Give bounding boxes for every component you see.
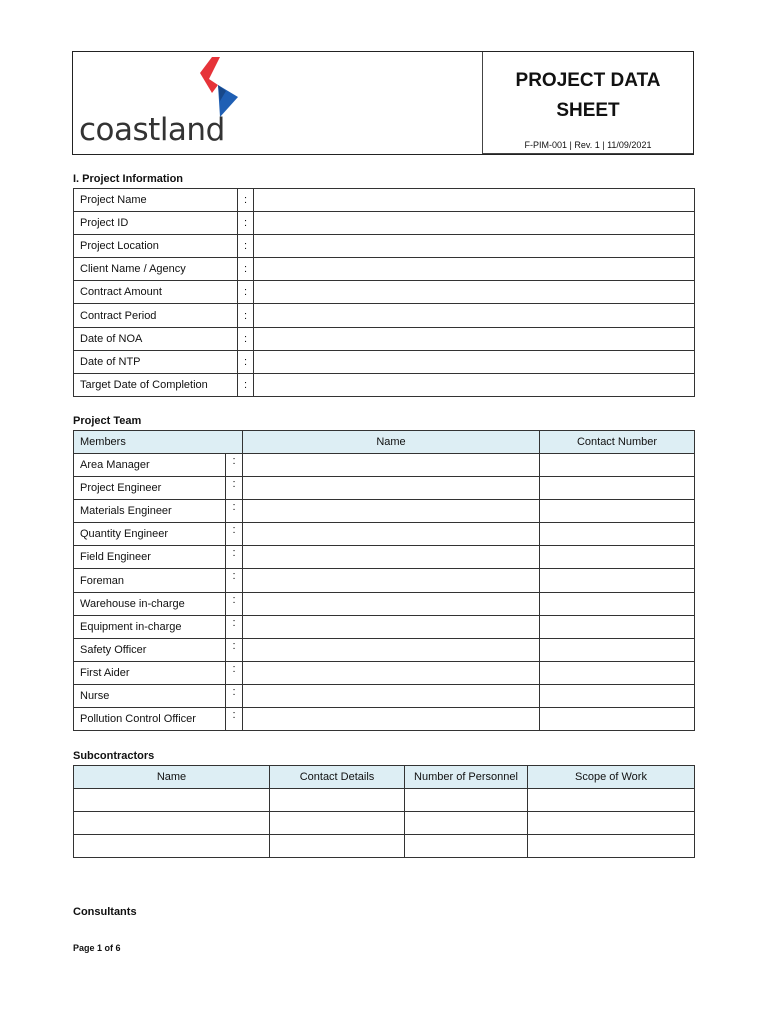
consultants-heading: Consultants [73,906,137,918]
member-contact-input[interactable] [540,569,695,592]
sub-contact-input[interactable] [270,789,405,812]
member-name-input[interactable] [243,638,540,661]
team-row [74,615,695,638]
team-row [74,546,695,569]
member-role: Materials Engineer [74,500,226,523]
team-row [74,454,695,477]
field-label: Project ID [74,212,238,235]
sub-scope-input[interactable] [528,835,695,858]
member-separator: : [226,477,243,500]
team-row [74,708,695,731]
field-label: Project Name [74,189,238,212]
info-row [74,258,695,281]
info-row [74,281,695,304]
member-contact-input[interactable] [540,708,695,731]
member-role: Field Engineer [74,546,226,569]
member-name-input[interactable] [243,454,540,477]
project-team-heading: Project Team [73,415,142,427]
field-label: Project Location [74,235,238,258]
member-contact-input[interactable] [540,500,695,523]
field-separator: : [238,304,254,327]
member-role: First Aider [74,661,226,684]
member-contact-input[interactable] [540,684,695,707]
member-separator: : [226,615,243,638]
subcontractors-heading: Subcontractors [73,750,155,762]
info-row [74,373,695,396]
contact-column-header: Contact Number [540,431,695,454]
member-contact-input[interactable] [540,523,695,546]
member-separator: : [226,592,243,615]
team-row [74,661,695,684]
sub-scope-input[interactable] [528,812,695,835]
member-contact-input[interactable] [540,546,695,569]
field-value-input[interactable] [254,373,695,396]
field-value-input[interactable] [254,212,695,235]
member-contact-input[interactable] [540,615,695,638]
field-label: Contract Period [74,304,238,327]
member-separator: : [226,523,243,546]
title-area [483,52,693,154]
field-separator: : [238,235,254,258]
member-name-input[interactable] [243,546,540,569]
doc-code-divider [483,153,693,154]
team-row [74,592,695,615]
subcontractor-row [74,835,695,858]
member-contact-input[interactable] [540,661,695,684]
member-separator: : [226,546,243,569]
member-contact-input[interactable] [540,592,695,615]
field-separator: : [238,281,254,304]
team-row [74,569,695,592]
logo-wordmark: coastland [79,112,225,148]
info-row [74,212,695,235]
page-number: Page 1 of 6 [73,943,121,953]
member-separator: : [226,684,243,707]
document-header [72,51,694,155]
logo-area [73,52,483,154]
team-row [74,523,695,546]
field-value-input[interactable] [254,235,695,258]
member-role: Area Manager [74,454,226,477]
member-name-input[interactable] [243,500,540,523]
member-name-input[interactable] [243,477,540,500]
sub-name-input[interactable] [74,812,270,835]
sub-contact-input[interactable] [270,835,405,858]
document-code: F-PIM-001 | Rev. 1 | 11/09/2021 [524,140,652,150]
sub-personnel-input[interactable] [405,812,528,835]
field-value-input[interactable] [254,304,695,327]
info-row [74,235,695,258]
member-separator: : [226,500,243,523]
field-separator: : [238,212,254,235]
name-column-header: Name [243,431,540,454]
member-separator: : [226,638,243,661]
sub-name-column-header: Name [74,766,270,789]
field-value-input[interactable] [254,350,695,373]
sub-personnel-input[interactable] [405,789,528,812]
info-row [74,189,695,212]
subcontractor-row [74,812,695,835]
sub-personnel-input[interactable] [405,835,528,858]
member-separator: : [226,454,243,477]
member-name-input[interactable] [243,523,540,546]
sub-name-input[interactable] [74,835,270,858]
info-row [74,304,695,327]
field-label: Date of NOA [74,327,238,350]
sub-contact-input[interactable] [270,812,405,835]
member-role: Warehouse in-charge [74,592,226,615]
field-separator: : [238,350,254,373]
member-role: Quantity Engineer [74,523,226,546]
field-separator: : [238,373,254,396]
team-row [74,638,695,661]
field-separator: : [238,327,254,350]
member-contact-input[interactable] [540,638,695,661]
member-separator: : [226,661,243,684]
sub-name-input[interactable] [74,789,270,812]
field-value-input[interactable] [254,281,695,304]
member-separator: : [226,708,243,731]
field-value-input[interactable] [254,189,695,212]
field-separator: : [238,189,254,212]
field-separator: : [238,258,254,281]
member-role: Foreman [74,569,226,592]
subcontractors-table [73,765,695,858]
subcontractor-row [74,789,695,812]
team-row [74,684,695,707]
project-team-table [73,430,695,731]
sub-scope-input[interactable] [528,789,695,812]
info-row [74,350,695,373]
member-name-input[interactable] [243,569,540,592]
members-column-header: Members [74,431,243,454]
field-label: Date of NTP [74,350,238,373]
team-row [74,477,695,500]
member-name-input[interactable] [243,684,540,707]
field-value-input[interactable] [254,258,695,281]
member-name-input[interactable] [243,708,540,731]
project-info-table [73,188,695,397]
member-role: Safety Officer [74,638,226,661]
member-name-input[interactable] [243,661,540,684]
sub-contact-column-header: Contact Details [270,766,405,789]
member-contact-input[interactable] [540,454,695,477]
member-role: Pollution Control Officer [74,708,226,731]
document-title: PROJECT DATA SHEET [515,70,661,121]
field-value-input[interactable] [254,327,695,350]
member-role: Equipment in-charge [74,615,226,638]
project-info-heading: I. Project Information [73,173,184,185]
team-row [74,500,695,523]
info-row [74,327,695,350]
member-role: Nurse [74,684,226,707]
member-name-input[interactable] [243,615,540,638]
field-label: Contract Amount [74,281,238,304]
sub-personnel-column-header: Number of Personnel [405,766,528,789]
field-label: Client Name / Agency [74,258,238,281]
member-role: Project Engineer [74,477,226,500]
sub-scope-column-header: Scope of Work [528,766,695,789]
member-contact-input[interactable] [540,477,695,500]
field-label: Target Date of Completion [74,373,238,396]
member-separator: : [226,569,243,592]
member-name-input[interactable] [243,592,540,615]
